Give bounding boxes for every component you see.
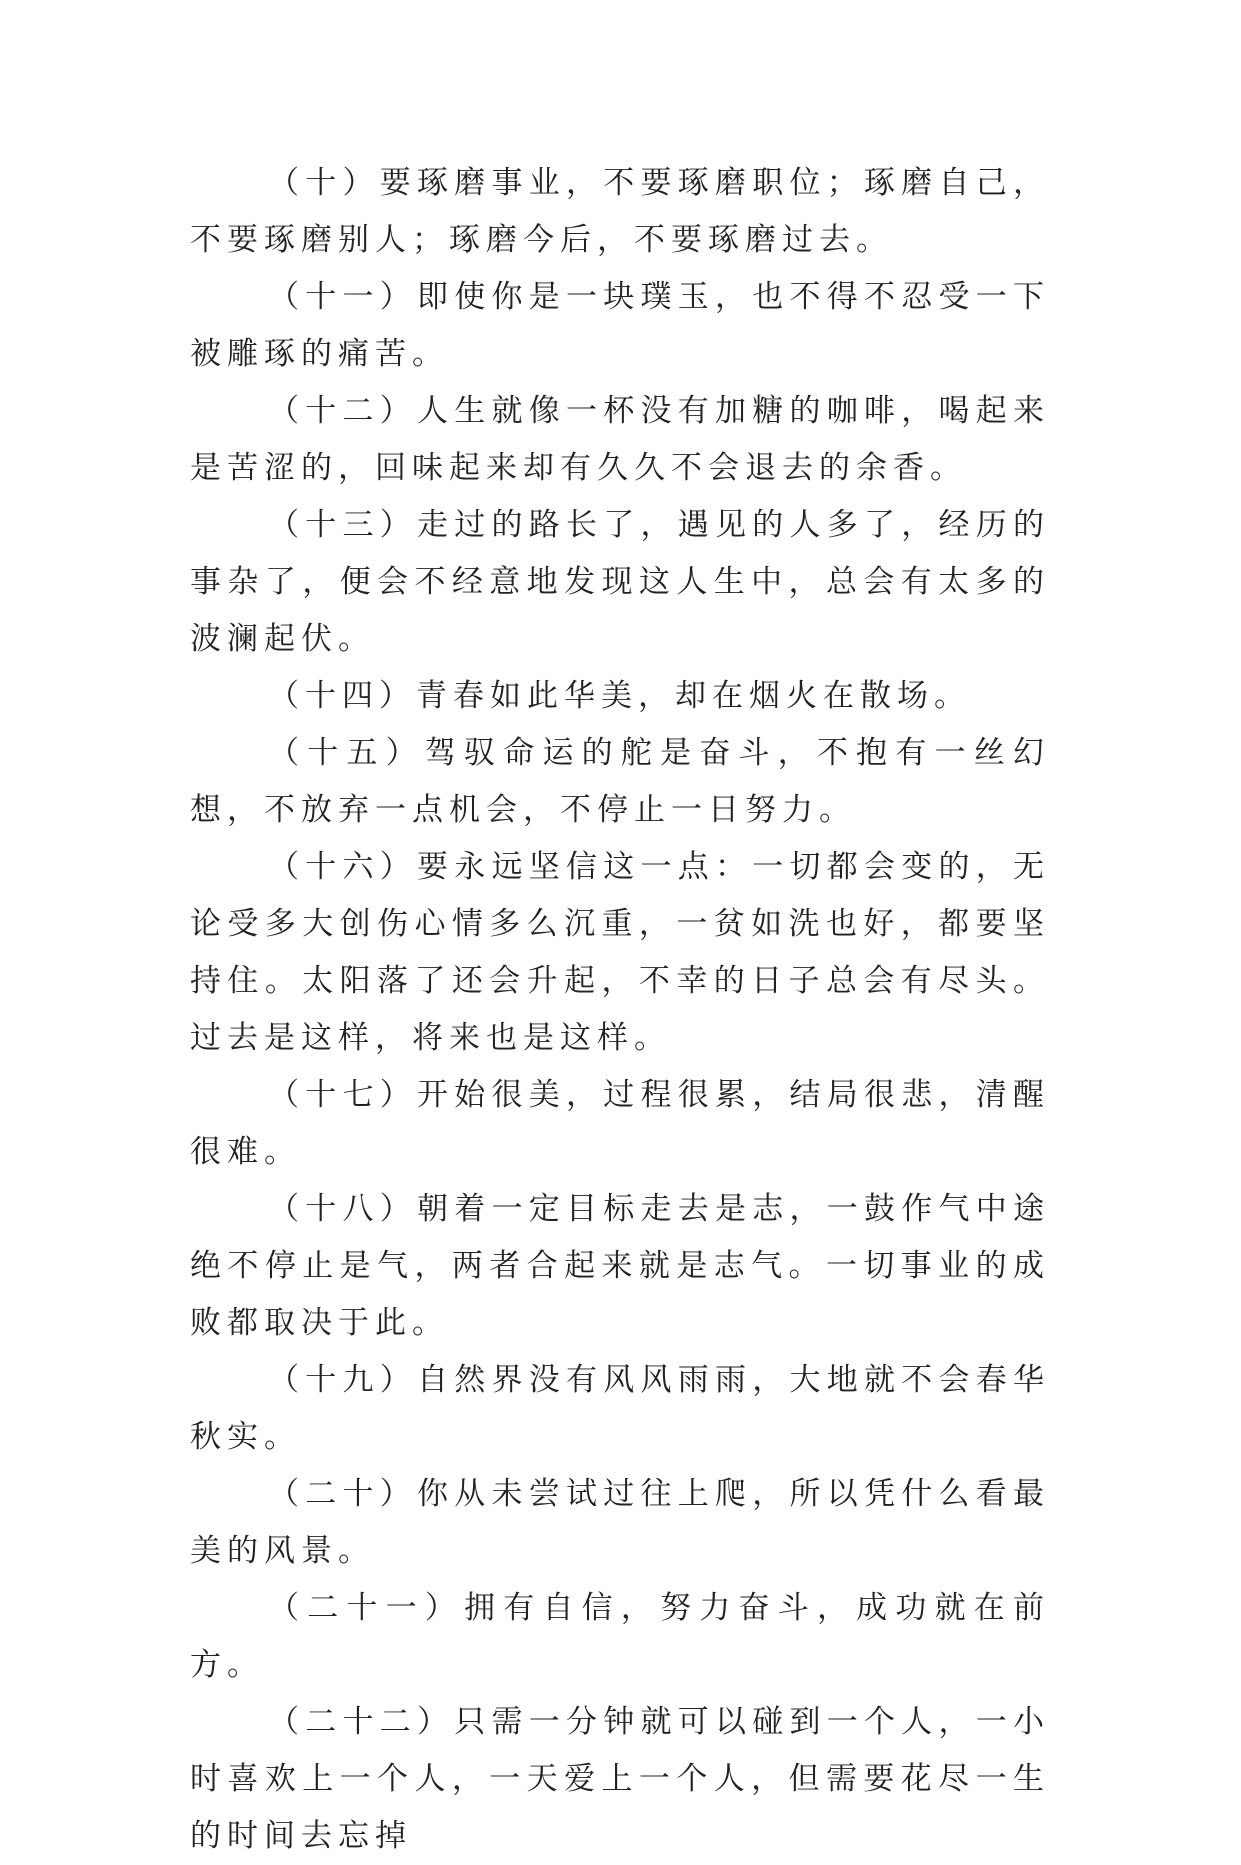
paragraph-12: （十二）人生就像一杯没有加糖的咖啡，喝起来是苦涩的，回味起来却有久久不会退去的余香。 bbox=[190, 393, 1050, 486]
document-body bbox=[190, 155, 1050, 1865]
paragraph-14: （十四）青春如此华美，却在烟火在散场。 bbox=[268, 678, 971, 714]
paragraph-18: （十八）朝着一定目标走去是志，一鼓作气中途绝不停止是气，两者合起来就是志气。一切事业的成败都取决于此。 bbox=[190, 1191, 1050, 1341]
paragraph-13: （十三）走过的路长了，遇见的人多了，经历的事杂了，便会不经意地发现这人生中，总会有太多的波澜起伏。 bbox=[190, 507, 1050, 657]
paragraph-11: （十一）即使你是一块璞玉，也不得不忍受一下被雕琢的痛苦。 bbox=[190, 279, 1050, 372]
paragraph-21: （二十一）拥有自信，努力奋斗，成功就在前方。 bbox=[190, 1590, 1050, 1683]
paragraph-20: （二十）你从未尝试过往上爬，所以凭什么看最美的风景。 bbox=[190, 1476, 1050, 1569]
paragraph-22: （二十二）只需一分钟就可以碰到一个人，一小时喜欢上一个人，一天爱上一个人，但需要花尽一生的时间去忘掉 bbox=[190, 1704, 1050, 1854]
paragraph-16: （十六）要永远坚信这一点：一切都会变的，无论受多大创伤心情多么沉重，一贫如洗也好，都要坚持住。太阳落了还会升起，不幸的日子总会有尽头。过去是这样，将来也是这样。 bbox=[190, 849, 1050, 1056]
paragraph-19: （十九）自然界没有风风雨雨，大地就不会春华秋实。 bbox=[190, 1362, 1050, 1455]
paragraph-10: （十）要琢磨事业，不要琢磨职位；琢磨自己，不要琢磨别人；琢磨今后，不要琢磨过去。 bbox=[190, 165, 1050, 258]
paragraph-17: （十七）开始很美，过程很累，结局很悲，清醒很难。 bbox=[190, 1077, 1050, 1170]
paragraph-15: （十五）驾驭命运的舵是奋斗，不抱有一丝幻想，不放弃一点机会，不停止一日努力。 bbox=[190, 735, 1050, 828]
